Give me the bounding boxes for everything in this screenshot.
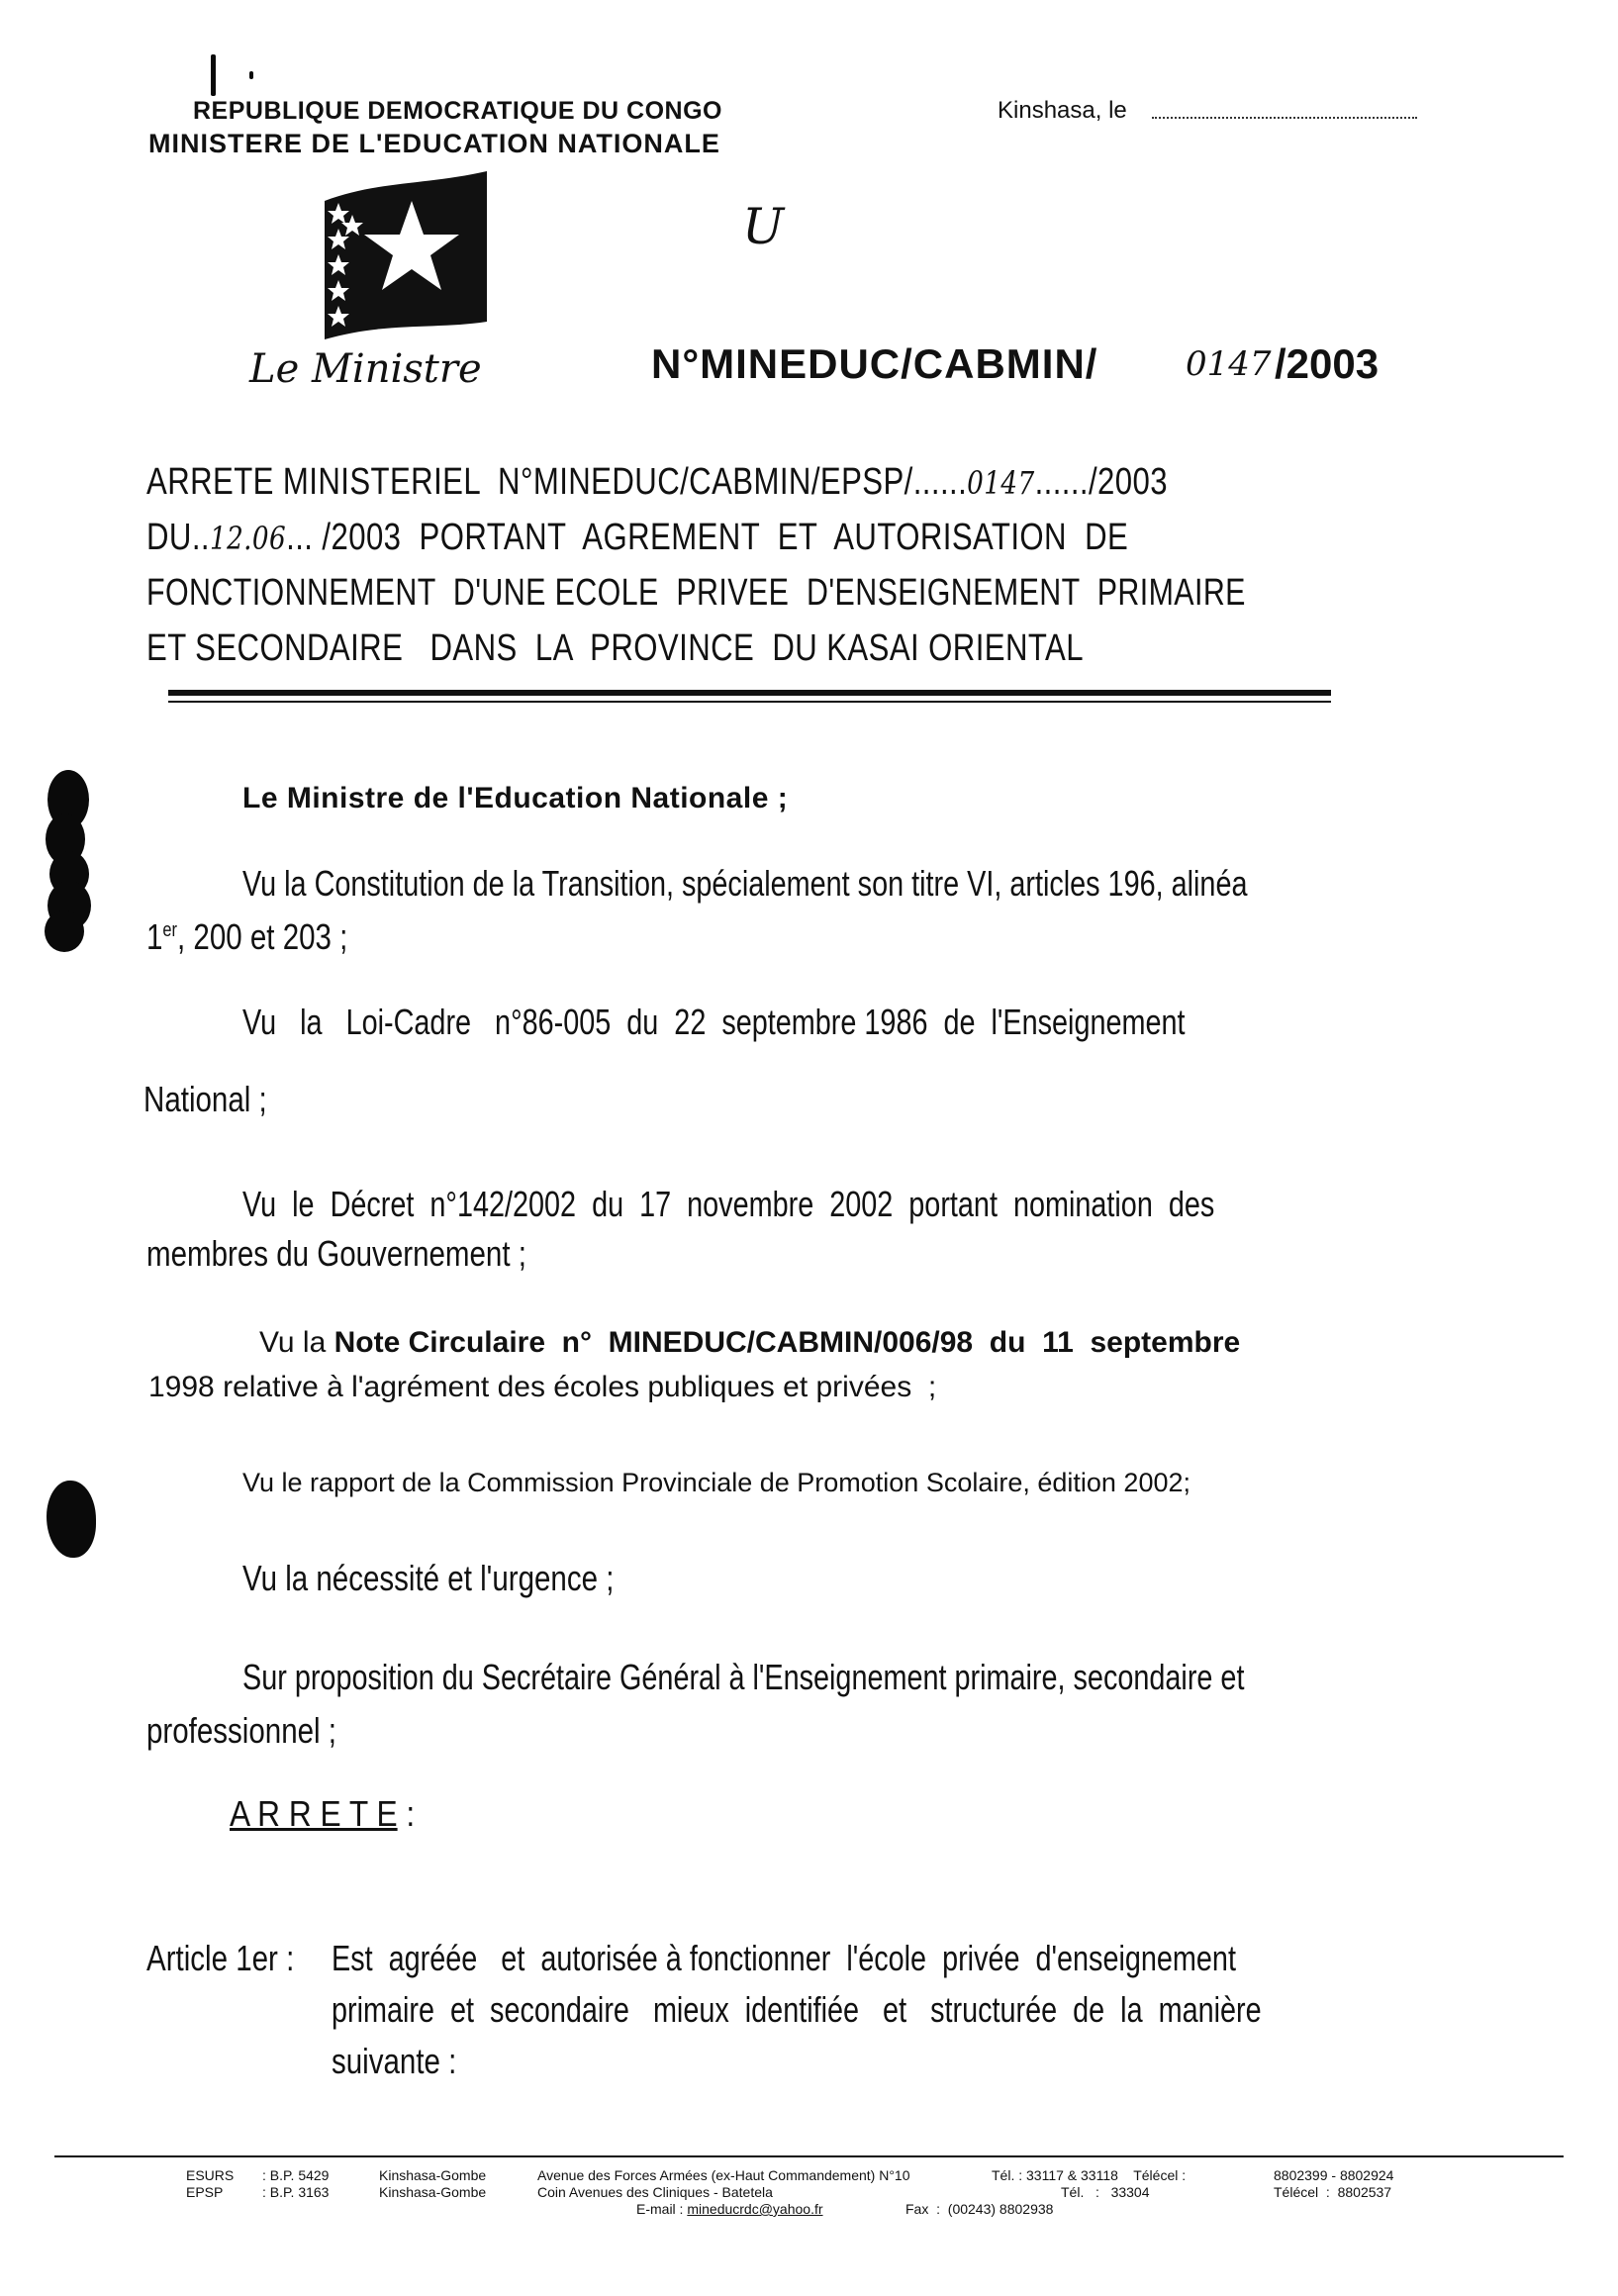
footer-epsp-label: EPSP (186, 2184, 224, 2200)
vu-constitution-line-2 (146, 916, 347, 958)
title-line-3: FONCTIONNEMENT D'UNE ECOLE PRIVEE D'ENSEIGNEMENT PRIMAIRE (146, 572, 1246, 614)
article-1-label: Article 1er : (146, 1938, 295, 1978)
title-underline-thick (168, 690, 1331, 696)
vu-note-reference: Note Circulaire n° MINEDUC/CABMIN/006/98 du 11 septembre (333, 1326, 1241, 1359)
footer-esurs-bp: : B.P. 5429 (262, 2167, 330, 2183)
vu-note-circulaire-line-2: 1998 relative à l'agrément des écoles publiques et privées ; (148, 1371, 937, 1403)
article-1-line-3: suivante : (332, 2041, 457, 2081)
title-line-2-start: DU.. (146, 517, 210, 558)
footer-esurs-phone: Tél. : 33117 & 33118 Télécel : (992, 2167, 1187, 2183)
footer-email (636, 2201, 823, 2217)
proposition-line-2: professionnel ; (146, 1710, 336, 1751)
footer-epsp-address: Coin Avenues des Cliniques - Batetela (537, 2184, 773, 2200)
footer-epsp-phone: Tél. : 33304 (1061, 2184, 1150, 2200)
vu-constitution-superscript: er (162, 919, 178, 941)
article-1-line-1: Est agréée et autorisée à fonctionner l'école privée d'enseignement (332, 1938, 1236, 1978)
footer-divider (54, 2155, 1564, 2157)
title-handwritten-number: 0147 (967, 464, 1035, 502)
vu-loi-cadre-line-1: Vu la Loi-Cadre n°86-005 du 22 septembre 1986 de l'Enseignement (242, 1002, 1186, 1042)
vu-constitution-line-1: Vu la Constitution de la Transition, spécialement son titre VI, articles 196, alinéa (242, 863, 1248, 904)
arrete-word: A R R E T E (230, 1793, 398, 1834)
reference-number-prefix: N°MINEDUC/CABMIN/ (651, 340, 1098, 387)
ministry-name: MINISTERE DE L'EDUCATION NATIONALE (148, 129, 720, 158)
date-blank-line (1152, 101, 1417, 119)
vu-note-prefix: Vu la (259, 1326, 334, 1359)
title-handwritten-date: 12.06 (209, 520, 287, 557)
footer-esurs-telecel: 8802399 - 8802924 (1274, 2167, 1394, 2183)
vu-rapport-commission: Vu le rapport de la Commission Provinciale de Promotion Scolaire, édition 2002; (242, 1468, 1190, 1497)
footer-fax: Fax : (00243) 8802938 (905, 2201, 1054, 2217)
footer-email-address[interactable]: mineducrdc@yahoo.fr (687, 2201, 823, 2217)
title-line-2-end: ... /2003 PORTANT AGREMENT ET AUTORISATION DE (286, 517, 1129, 558)
place-date-label: Kinshasa, le (998, 97, 1127, 124)
footer-epsp-bp: : B.P. 3163 (262, 2184, 330, 2200)
title-line-4: ET SECONDAIRE DANS LA PROVINCE DU KASAI ORIENTAL (146, 627, 1084, 669)
ink-blot (45, 910, 84, 952)
article-1-line-2: primaire et secondaire mieux identifiée et structurée de la manière (332, 1989, 1262, 2030)
vu-necessite: Vu la nécessité et l'urgence ; (242, 1558, 615, 1598)
title-line-1 (146, 461, 1168, 504)
title-underline-thin (168, 701, 1331, 703)
vu-constitution-number: 1 (146, 916, 163, 957)
handwritten-mark: U (742, 198, 785, 255)
footer-esurs-address: Avenue des Forces Armées (ex-Haut Commandement) N°10 (537, 2167, 910, 2183)
ink-mark (211, 54, 216, 96)
vu-decret-line-2: membres du Gouvernement ; (146, 1233, 526, 1274)
drc-flag-emblem-icon (317, 163, 495, 341)
footer-email-label: E-mail : (636, 2201, 684, 2217)
country-name: REPUBLIQUE DEMOCRATIQUE DU CONGO (193, 97, 722, 125)
vu-loi-cadre-line-2: National ; (143, 1079, 267, 1119)
vu-note-circulaire-line-1 (259, 1326, 1240, 1360)
arrete-heading (230, 1793, 415, 1835)
title-line-1-end: ....../2003 (1034, 461, 1169, 503)
ink-mark (249, 71, 253, 79)
footer-epsp-telecel: Télécel : 8802537 (1274, 2184, 1392, 2200)
ink-blot (47, 1481, 96, 1558)
signature-title: Le Ministre (249, 346, 482, 392)
minister-heading: Le Ministre de l'Education Nationale ; (242, 782, 789, 814)
title-line-1-start: ARRETE MINISTERIEL N°MINEDUC/CABMIN/EPSP/...... (146, 461, 968, 503)
footer-epsp-city: Kinshasa-Gombe (379, 2184, 487, 2200)
footer-esurs-city: Kinshasa-Gombe (379, 2167, 487, 2183)
vu-decret-line-1: Vu le Décret n°142/2002 du 17 novembre 2002 portant nomination des (242, 1184, 1215, 1224)
reference-year: /2003 (1275, 340, 1380, 387)
proposition-line-1: Sur proposition du Secrétaire Général à l'Enseignement primaire, secondaire et (242, 1657, 1245, 1697)
footer-esurs-label: ESURS (186, 2167, 235, 2183)
arrete-colon: : (397, 1793, 416, 1834)
reference-number-handwritten: 0147 (1186, 344, 1272, 384)
vu-constitution-articles: , 200 et 203 ; (177, 916, 348, 957)
title-line-2 (146, 517, 1128, 559)
